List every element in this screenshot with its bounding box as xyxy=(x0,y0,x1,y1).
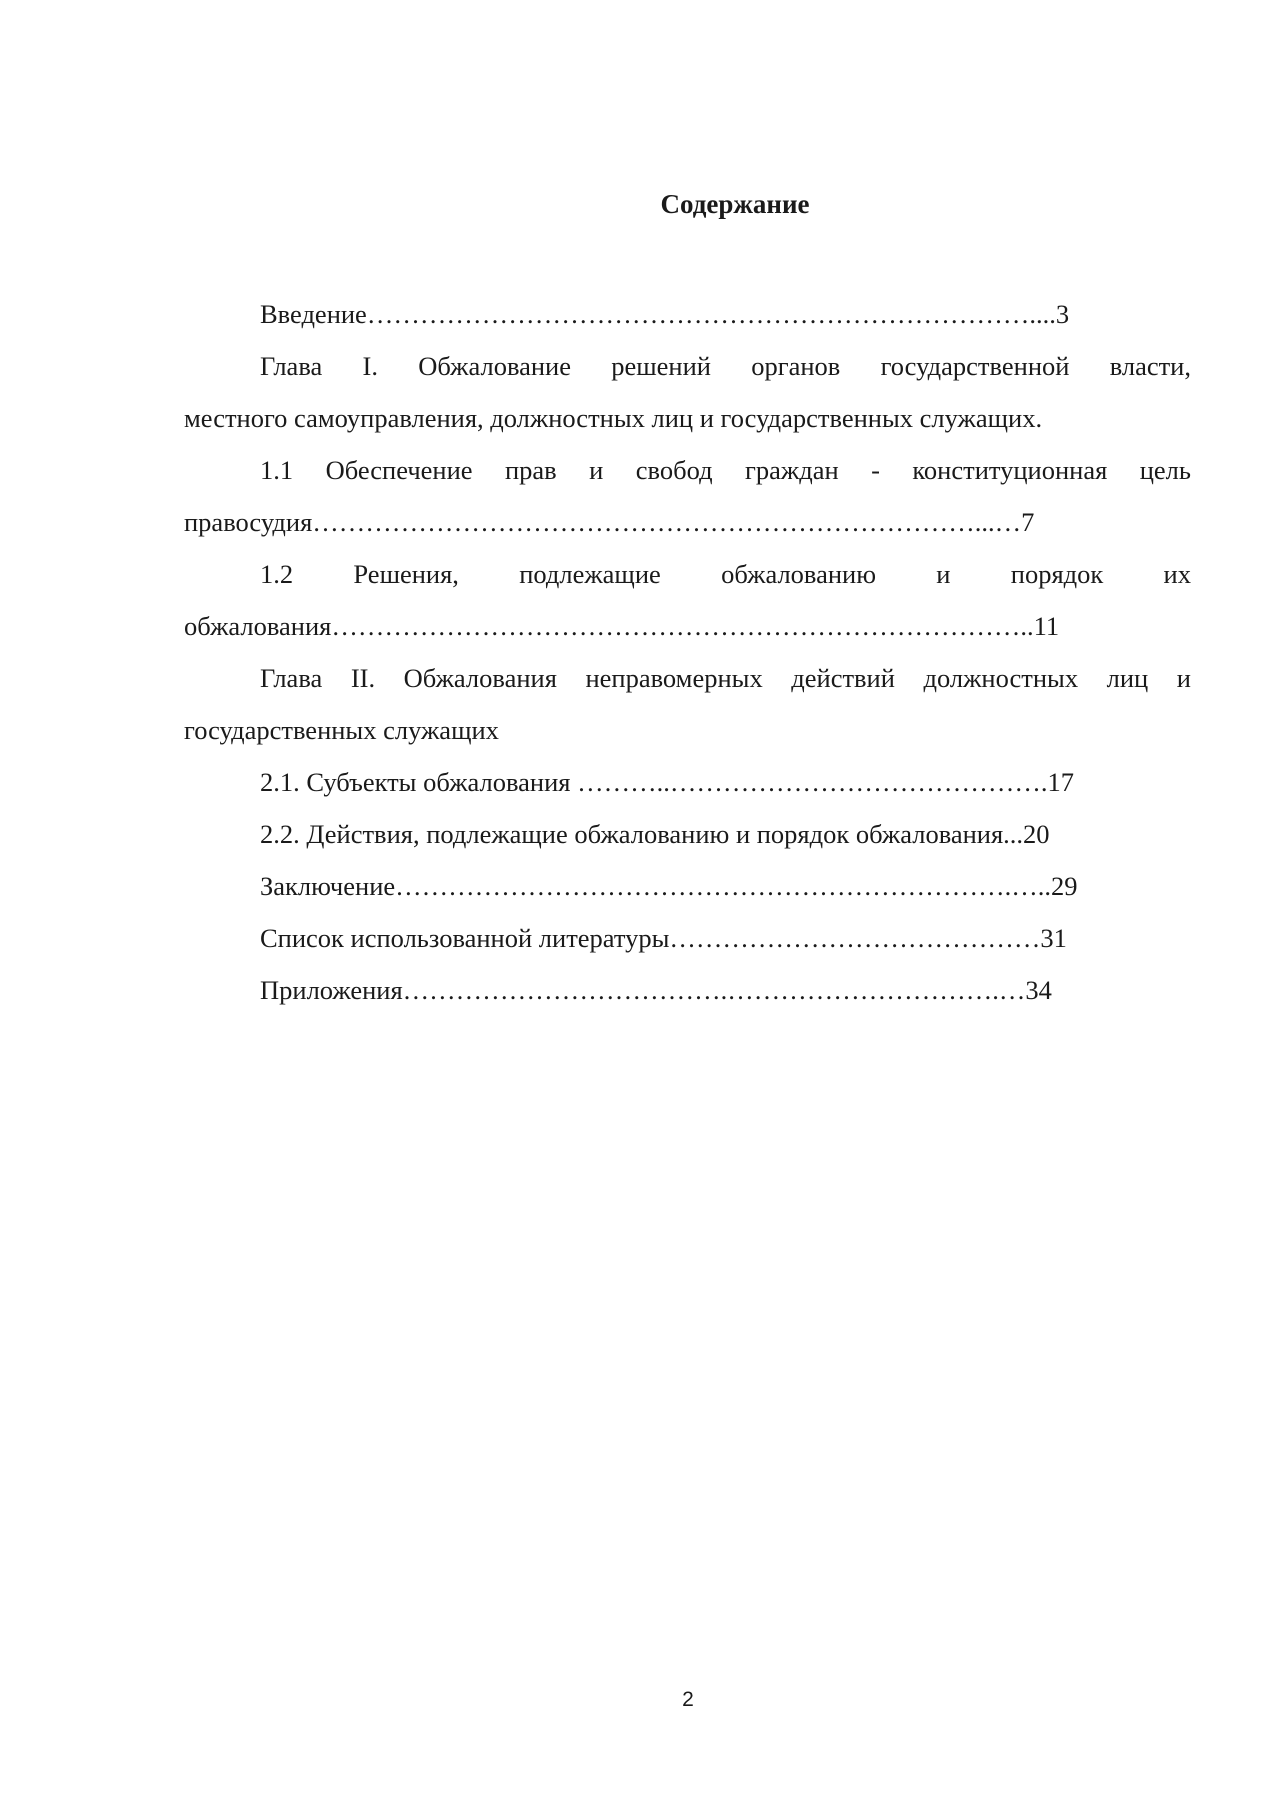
toc-entry-section-2-1 xyxy=(184,756,1191,808)
toc-chapter-2-line-1: Глава II. Обжалования неправомерных действий должностных лиц и xyxy=(260,663,1191,693)
toc-section-2-1-text: 2.1. Субъекты обжалования ………..…………………………………….17 xyxy=(260,767,1074,797)
toc-chapter-2-line-2: государственных служащих xyxy=(184,715,499,745)
toc-section-1-1-line-1: 1.1 Обеспечение прав и свобод граждан - конституционная цель xyxy=(260,455,1191,485)
toc-appendices-text: Приложения……………………………….………………………….…34 xyxy=(260,975,1052,1005)
page-number: 2 xyxy=(682,1688,694,1711)
toc-conclusion-text: Заключение…………………………………………………………….…..29 xyxy=(260,871,1078,901)
toc-entry-chapter-1 xyxy=(184,340,1191,444)
toc-entry-section-2-2 xyxy=(184,808,1191,860)
toc-entry-chapter-2 xyxy=(184,652,1191,756)
toc-chapter-1-line-2: местного самоуправления, должностных лиц и государственных служащих. xyxy=(184,403,1043,433)
toc-references-text: Список использованной литературы……………………………………31 xyxy=(260,923,1067,953)
toc-section-2-2-text: 2.2. Действия, подлежащие обжалованию и порядок обжалования...20 xyxy=(260,819,1050,849)
toc-chapter-1-line-1: Глава I. Обжалование решений органов государственной власти, xyxy=(260,351,1191,381)
toc-intro-text: Введение…………………………………………………………………....3 xyxy=(260,299,1070,329)
toc-entry-references xyxy=(184,912,1191,964)
toc-entry-appendices xyxy=(184,964,1191,1016)
toc-section-1-1-line-2: правосудия…………………………………………………………………...…7 xyxy=(184,507,1035,537)
toc-entry-intro xyxy=(184,288,1191,340)
toc-entry-section-1-1 xyxy=(184,444,1191,548)
table-of-contents xyxy=(184,288,1191,1016)
toc-section-1-2-line-2: обжалования……………………………………………………………………..11 xyxy=(184,611,1060,641)
toc-section-1-2-line-1: 1.2 Решения, подлежащие обжалованию и порядок их xyxy=(260,559,1191,589)
toc-entry-section-1-2 xyxy=(184,548,1191,652)
page-title: Содержание xyxy=(660,189,810,219)
toc-entry-conclusion xyxy=(184,860,1191,912)
